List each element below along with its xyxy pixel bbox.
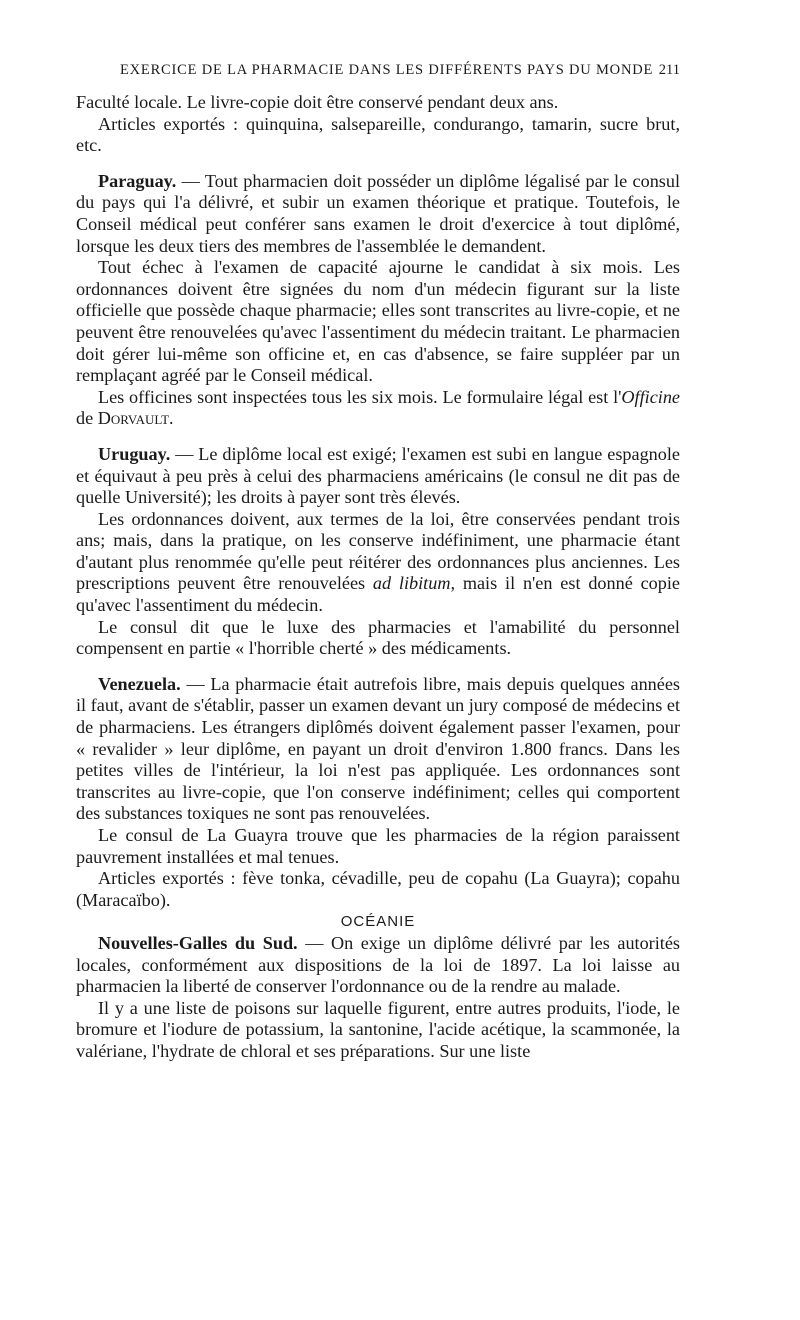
paragraph: Le consul de La Guayra trouve que les pharmacies de la région paraissent pauvrement installées et mal tenues. (76, 825, 680, 867)
italic-phrase: ad libitum, (372, 573, 456, 594)
paragraph-text: — On exige un diplôme délivré par les autorités locales, conformément aux dispositions de la loi de 1897. La loi laisse au pharmacien la liberté de conserver l'ordonnance ou de la rendre au malade. (76, 932, 680, 997)
running-header (120, 62, 680, 79)
paragraph-text: — Tout pharmacien doit posséder un diplôme légalisé par le consul du pays qui l'a délivré, et subir un examen théorique et pratique. Toutefois, le Conseil médical peut conférer sans examen le droit d'exercice à tout diplômé, lorsque les deux tiers des membres de l'assemblée le demandent. (76, 170, 681, 256)
paragraph-text: mais il n'en est donné copie qu'avec l'assentiment du médecin. (76, 573, 680, 616)
country-heading: Nouvelles-Galles du Sud. (98, 932, 298, 953)
paragraph: Il y a une liste de poisons sur laquelle figurent, entre autres produits, l'iode, le bromure et l'iodure de potassium, la santonine, l'acide acétique, la scammonée, la valériane, l'hydrate de chloral et ses préparations. Sur une liste (76, 997, 680, 1061)
running-title: EXERCICE DE LA PHARMACIE DANS LES DIFFÉRENTS PAYS DU MONDE (120, 62, 654, 78)
section-paraguay (76, 171, 680, 257)
section-venezuela (76, 674, 680, 825)
paragraph: Tout échec à l'examen de capacité ajourne le candidat à six mois. Les ordonnances doivent être signées du nom d'un médecin figurant sur la liste officielle que possède chaque pharmacie; elles sont transcrites au livre-copie, et ne peuvent être renouvelées qu'avec l'assentiment du médecin traitant. Le pharmacien doit gérer lui-même son officine et, en cas d'absence, se faire suppléer par un remplaçant agréé par le Conseil médical. (76, 257, 680, 386)
paragraph (76, 509, 680, 617)
author-name: Dorvault. (97, 408, 174, 429)
country-heading: Paraguay. (98, 170, 177, 191)
paragraph (76, 387, 680, 430)
paragraph: Le consul dit que le luxe des pharmacies et l'amabilité du personnel compensent en partie « l'horrible cherté » des médicaments. (76, 616, 680, 659)
country-heading: Uruguay. (98, 443, 171, 464)
page-body (76, 92, 680, 1063)
section-nouvelles-galles (76, 933, 680, 998)
paragraph-text: de (76, 408, 98, 429)
country-heading: Venezuela. (98, 673, 181, 694)
paragraph-text: Les officines sont inspectées tous les six mois. Le formulaire légal est l' (98, 386, 622, 407)
continent-heading: OCÉANIE (340, 913, 416, 931)
italic-title: Officine (621, 386, 680, 407)
section-uruguay (76, 444, 680, 509)
paragraph: Articles exportés : quinquina, salsepareille, condurango, tamarin, sucre brut, etc. (76, 113, 680, 156)
paragraph-text: — La pharmacie était autrefois libre, mais depuis quelques années il faut, avant de s'établir, passer un examen devant un jury composé de médecins et de pharmaciens. Les étrangers diplômés doivent également passer l'examen, pour « revalider » leur diplôme, en payant un droit d'environ 1.800 francs. Dans les petites villes de l'intérieur, la loi n'est pas appliquée. Les ordonnances sont transcrites au livre-copie, que l'on conserve indéfiniment; celles qui comportent des substances toxiques ne sont pas renouvelées. (76, 673, 680, 824)
page-number: 211 (658, 62, 680, 78)
paragraph-text: Les ordonnances doivent, aux termes de la loi, être conservées pendant trois ans; mais, dans la pratique, on les conserve indéfiniment, une pharmacie étant d'autant plus renommée qu'elle peut réitérer des ordonnances plus anciennes. Les prescriptions peuvent être renouvelées (76, 508, 680, 594)
paragraph: Articles exportés : fève tonka, cévadille, peu de copahu (La Guayra); copahu (Maracaïbo). (76, 868, 680, 910)
paragraph: Faculté locale. Le livre-copie doit être conservé pendant deux ans. (76, 92, 559, 112)
paragraph-text: — Le diplôme local est exigé; l'examen est subi en langue espagnole et équivaut à peu près à celui des pharmaciens américains (le consul ne dit pas de quelle Université); les droits à payer sont très élevés. (76, 443, 680, 508)
